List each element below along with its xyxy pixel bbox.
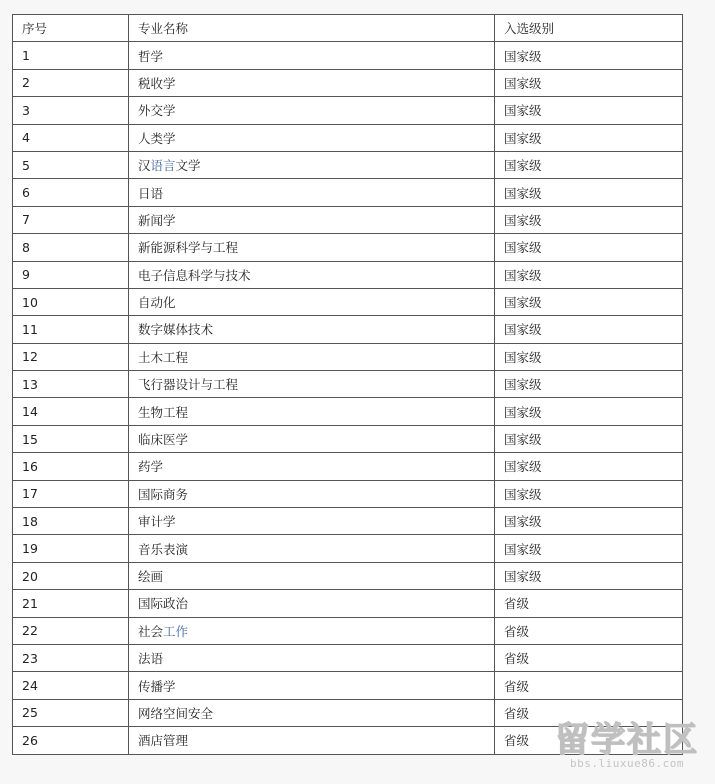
row-selection-level: 国家级 xyxy=(495,480,683,507)
row-major-name xyxy=(129,151,495,178)
row-serial-number: 8 xyxy=(13,234,129,261)
header-selection-level: 入选级别 xyxy=(495,15,683,42)
row-major-name: 传播学 xyxy=(129,672,495,699)
row-serial-number: 14 xyxy=(13,398,129,425)
watermark-logo-text: 留学社区 xyxy=(555,720,699,760)
row-selection-level: 国家级 xyxy=(495,124,683,151)
table-row xyxy=(13,425,683,452)
table-row xyxy=(13,97,683,124)
row-serial-number: 17 xyxy=(13,480,129,507)
row-major-name xyxy=(129,617,495,644)
row-selection-level: 省级 xyxy=(495,590,683,617)
row-major-name: 飞行器设计与工程 xyxy=(129,371,495,398)
row-selection-level: 国家级 xyxy=(495,179,683,206)
major-name-text: 社会 xyxy=(138,623,164,639)
row-serial-number: 4 xyxy=(13,124,129,151)
row-major-name: 审计学 xyxy=(129,508,495,535)
table-row xyxy=(13,151,683,178)
row-selection-level: 国家级 xyxy=(495,234,683,261)
table-row xyxy=(13,371,683,398)
table-row xyxy=(13,699,683,726)
row-selection-level: 国家级 xyxy=(495,261,683,288)
row-major-name: 国际政治 xyxy=(129,590,495,617)
row-serial-number: 18 xyxy=(13,508,129,535)
table-row xyxy=(13,42,683,69)
row-major-name: 哲学 xyxy=(129,42,495,69)
row-serial-number: 11 xyxy=(13,316,129,343)
row-serial-number: 7 xyxy=(13,206,129,233)
row-selection-level: 国家级 xyxy=(495,508,683,535)
keyword-link[interactable]: 语言 xyxy=(150,158,176,174)
row-selection-level: 国家级 xyxy=(495,398,683,425)
row-major-name: 电子信息科学与技术 xyxy=(129,261,495,288)
row-major-name: 人类学 xyxy=(129,124,495,151)
row-major-name: 税收学 xyxy=(129,69,495,96)
row-serial-number: 9 xyxy=(13,261,129,288)
row-selection-level: 省级 xyxy=(495,644,683,671)
row-major-name: 土木工程 xyxy=(129,343,495,370)
row-serial-number: 3 xyxy=(13,97,129,124)
row-serial-number: 26 xyxy=(13,727,129,754)
table-row xyxy=(13,644,683,671)
table-row xyxy=(13,234,683,261)
major-name-text: 汉 xyxy=(138,158,151,174)
table-row xyxy=(13,562,683,589)
row-selection-level: 国家级 xyxy=(495,535,683,562)
table-row xyxy=(13,206,683,233)
row-serial-number: 22 xyxy=(13,617,129,644)
row-selection-level: 国家级 xyxy=(495,316,683,343)
row-major-name: 国际商务 xyxy=(129,480,495,507)
row-serial-number: 10 xyxy=(13,288,129,315)
row-selection-level: 省级 xyxy=(495,727,683,754)
row-major-name: 临床医学 xyxy=(129,425,495,452)
watermark-url: bbs.liuxue86.com xyxy=(570,757,684,770)
row-serial-number: 5 xyxy=(13,151,129,178)
major-name-text: 文学 xyxy=(175,158,201,174)
row-major-name: 音乐表演 xyxy=(129,535,495,562)
row-selection-level: 国家级 xyxy=(495,343,683,370)
table-row xyxy=(13,453,683,480)
table-row xyxy=(13,343,683,370)
majors-table xyxy=(12,14,683,755)
row-serial-number: 23 xyxy=(13,644,129,671)
row-selection-level: 省级 xyxy=(495,699,683,726)
table-row xyxy=(13,727,683,754)
row-serial-number: 6 xyxy=(13,179,129,206)
table-row xyxy=(13,590,683,617)
row-major-name: 生物工程 xyxy=(129,398,495,425)
row-major-name: 绘画 xyxy=(129,562,495,589)
header-serial-number: 序号 xyxy=(13,15,129,42)
table-row xyxy=(13,124,683,151)
table-header-row xyxy=(13,15,683,42)
row-selection-level: 国家级 xyxy=(495,206,683,233)
row-serial-number: 24 xyxy=(13,672,129,699)
row-selection-level: 省级 xyxy=(495,617,683,644)
table-row xyxy=(13,672,683,699)
row-serial-number: 19 xyxy=(13,535,129,562)
header-major-name: 专业名称 xyxy=(129,15,495,42)
table-row xyxy=(13,535,683,562)
table-row xyxy=(13,69,683,96)
row-serial-number: 15 xyxy=(13,425,129,452)
table-row xyxy=(13,288,683,315)
row-major-name: 药学 xyxy=(129,453,495,480)
row-major-name: 外交学 xyxy=(129,97,495,124)
row-selection-level: 国家级 xyxy=(495,562,683,589)
row-serial-number: 25 xyxy=(13,699,129,726)
row-major-name: 酒店管理 xyxy=(129,727,495,754)
table-row xyxy=(13,316,683,343)
row-serial-number: 16 xyxy=(13,453,129,480)
row-selection-level: 国家级 xyxy=(495,97,683,124)
row-serial-number: 21 xyxy=(13,590,129,617)
row-serial-number: 12 xyxy=(13,343,129,370)
row-selection-level: 国家级 xyxy=(495,288,683,315)
row-major-name: 日语 xyxy=(129,179,495,206)
table-row xyxy=(13,508,683,535)
row-major-name: 数字媒体技术 xyxy=(129,316,495,343)
row-serial-number: 13 xyxy=(13,371,129,398)
table-row xyxy=(13,480,683,507)
table-row xyxy=(13,617,683,644)
table-row xyxy=(13,398,683,425)
row-selection-level: 国家级 xyxy=(495,42,683,69)
table-row xyxy=(13,261,683,288)
row-selection-level: 国家级 xyxy=(495,151,683,178)
row-serial-number: 20 xyxy=(13,562,129,589)
row-serial-number: 1 xyxy=(13,42,129,69)
row-major-name: 网络空间安全 xyxy=(129,699,495,726)
row-major-name: 新能源科学与工程 xyxy=(129,234,495,261)
row-serial-number: 2 xyxy=(13,69,129,96)
row-major-name: 自动化 xyxy=(129,288,495,315)
row-selection-level: 省级 xyxy=(495,672,683,699)
row-selection-level: 国家级 xyxy=(495,69,683,96)
row-selection-level: 国家级 xyxy=(495,371,683,398)
keyword-link[interactable]: 工作 xyxy=(163,623,189,639)
row-major-name: 法语 xyxy=(129,644,495,671)
row-selection-level: 国家级 xyxy=(495,453,683,480)
row-major-name: 新闻学 xyxy=(129,206,495,233)
row-selection-level: 国家级 xyxy=(495,425,683,452)
table-row xyxy=(13,179,683,206)
